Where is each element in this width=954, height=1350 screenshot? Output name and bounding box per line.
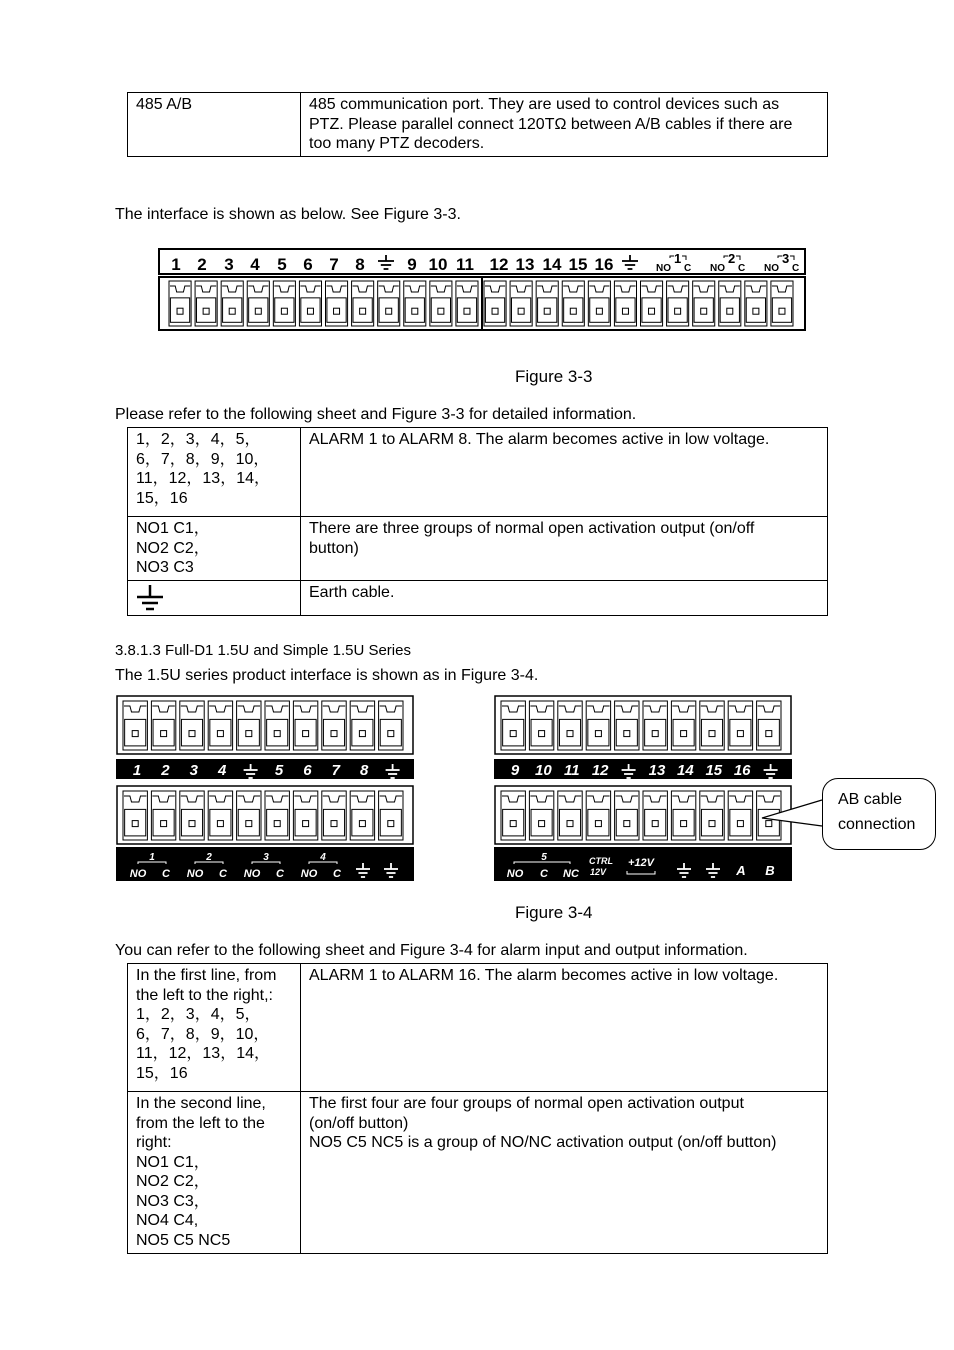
figure-3-3-caption: Figure 3-3 [515, 367, 593, 386]
terminal-label: 11 [564, 762, 580, 779]
terminal-label: 6 [303, 255, 313, 274]
terminal-label: 12 [591, 762, 609, 779]
terminal-label: 11 [456, 255, 474, 274]
ctrl-label: CTRL [589, 856, 613, 866]
terminal-label: 5 [274, 762, 284, 779]
table-485 [127, 92, 828, 157]
table-row [128, 581, 828, 616]
relay-c-label: C [333, 868, 341, 880]
relay-number-label: 3 [263, 852, 269, 863]
figure-3-4-top-left-block [116, 695, 414, 781]
table-cell-desc: Earth cable. [301, 581, 828, 616]
terminal-label: 2 [161, 762, 170, 779]
table-row [128, 964, 828, 1092]
terminal-label: 8 [360, 762, 369, 779]
terminal-label: 7 [329, 255, 339, 274]
ab-cable-callout: AB cable connection [822, 778, 936, 850]
terminal-label: 8 [355, 255, 365, 274]
terminal-label: 4 [250, 255, 260, 274]
table-cell-desc: There are three groups of normal open activation output (on/off button) [301, 517, 828, 581]
terminal-label: 15 [568, 255, 588, 274]
relay-number-label: 4 [320, 852, 326, 863]
relay-no-label: NO [764, 263, 779, 274]
rs485-a-label: A [736, 863, 746, 878]
terminal-label: 1 [171, 255, 181, 274]
table-cell-desc: 485 communication port. They are used to control devices such as PTZ. Please parallel connect 120TΩ between A/B cables if there are too many PTZ decoders. [301, 93, 828, 157]
relay-number-label: 1 [149, 852, 155, 863]
figure-3-4-bottom-left-block [116, 785, 414, 882]
table-cell-desc: The first four are four groups of normal open activation output (on/off button) NO5 C5 NC5 is a group of NO/NC activation output (on/off button) [301, 1092, 828, 1254]
terminal-label: 3 [224, 255, 234, 274]
relay-number-label: 2 [206, 852, 212, 863]
relay-c-label: C [219, 868, 227, 880]
terminal-label: 9 [407, 255, 417, 274]
earth-ground-icon [134, 583, 166, 613]
plus-12v-label: +12V [628, 857, 654, 869]
table-cell-label: 1，2，3，4，5， 6，7，8，9，10， 11，12，13，14， 15，16 [128, 428, 301, 517]
table-cell-desc: ALARM 1 to ALARM 16. The alarm becomes active in low voltage. [301, 964, 828, 1092]
terminal-label: 10 [535, 762, 552, 779]
table-fig33 [127, 427, 828, 616]
relay-no-label: NO [506, 868, 524, 880]
ctrl-voltage-label: 12V [589, 867, 607, 877]
figure-3-4-caption: Figure 3-4 [515, 903, 593, 922]
relay-nc-label: NC [563, 868, 579, 880]
relay-c-label: C [792, 263, 800, 274]
terminal-label: 15 [705, 762, 723, 779]
intro-text: The interface is shown as below. See Figure 3-3. [115, 206, 461, 223]
terminal-label: 9 [510, 762, 520, 779]
terminal-label: 14 [542, 255, 562, 274]
table-fig34 [127, 963, 828, 1254]
relay-no-label: NO [656, 263, 671, 274]
terminal-label: 12 [489, 255, 509, 274]
table-cell-label: 485 A/B [128, 93, 301, 157]
relay-c-label: C [162, 868, 170, 880]
relay-c-label: C [276, 868, 284, 880]
terminal-label: 16 [594, 255, 614, 274]
relay-number-label: 2 [728, 251, 736, 266]
table-row [128, 517, 828, 581]
relay-c-label: C [738, 263, 746, 274]
refer-text-2: You can refer to the following sheet and Figure 3-4 for alarm input and output information. [115, 942, 748, 959]
terminal-label: 14 [677, 762, 694, 779]
relay-no-label: NO [710, 263, 725, 274]
rs485-b-label: B [765, 863, 775, 878]
section-heading: 3.8.1.3 Full-D1 1.5U and Simple 1.5U Series [115, 642, 411, 659]
figure-3-4-bottom-right-block [494, 785, 792, 882]
relay-number-label: 5 [541, 852, 547, 863]
table-cell-label: In the first line, from the left to the right,: 1，2，3，4，5， 6，7，8，9，10， 11，12，13，14， 15，16 [128, 964, 301, 1092]
terminal-label: 4 [218, 762, 227, 779]
terminal-label: 10 [428, 255, 448, 274]
relay-no-label: NO [243, 868, 261, 880]
figure-3-3-terminal-block [158, 248, 808, 332]
table-cell-label: NO1 C1， NO2 C2， NO3 C3 [128, 517, 301, 581]
table-row [128, 1092, 828, 1254]
callout-pointer [756, 790, 826, 840]
terminal-label: 5 [277, 255, 287, 274]
terminal-label: 16 [733, 762, 751, 779]
terminal-label: 2 [197, 255, 207, 274]
refer-text-1: Please refer to the following sheet and Figure 3-3 for detailed information. [115, 406, 637, 423]
terminal-label: 13 [515, 255, 535, 274]
relay-no-label: NO [129, 868, 147, 880]
relay-number-label: 1 [674, 251, 682, 266]
table-cell-label: In the second line, from the left to the right: NO1 C1， NO2 C2， NO3 C3， NO4 C4, NO5 C5 NC5 [128, 1092, 301, 1254]
intro-text-2: The 1.5U series product interface is shown as in Figure 3-4. [115, 667, 539, 684]
relay-c-label: C [684, 263, 692, 274]
terminal-label: 1 [132, 762, 142, 779]
figure-3-4-top-right-block [494, 695, 792, 781]
relay-no-label: NO [186, 868, 204, 880]
table-cell-desc: ALARM 1 to ALARM 8. The alarm becomes active in low voltage. [301, 428, 828, 517]
terminal-label: 6 [303, 762, 312, 779]
terminal-label: 13 [648, 762, 666, 779]
relay-c-label: C [540, 868, 548, 880]
relay-number-label: 3 [782, 251, 790, 266]
relay-no-label: NO [300, 868, 318, 880]
terminal-label: 7 [331, 762, 340, 779]
table-cell-label [128, 581, 301, 616]
terminal-label: 3 [189, 762, 198, 779]
table-row [128, 428, 828, 517]
table-row [128, 93, 828, 157]
